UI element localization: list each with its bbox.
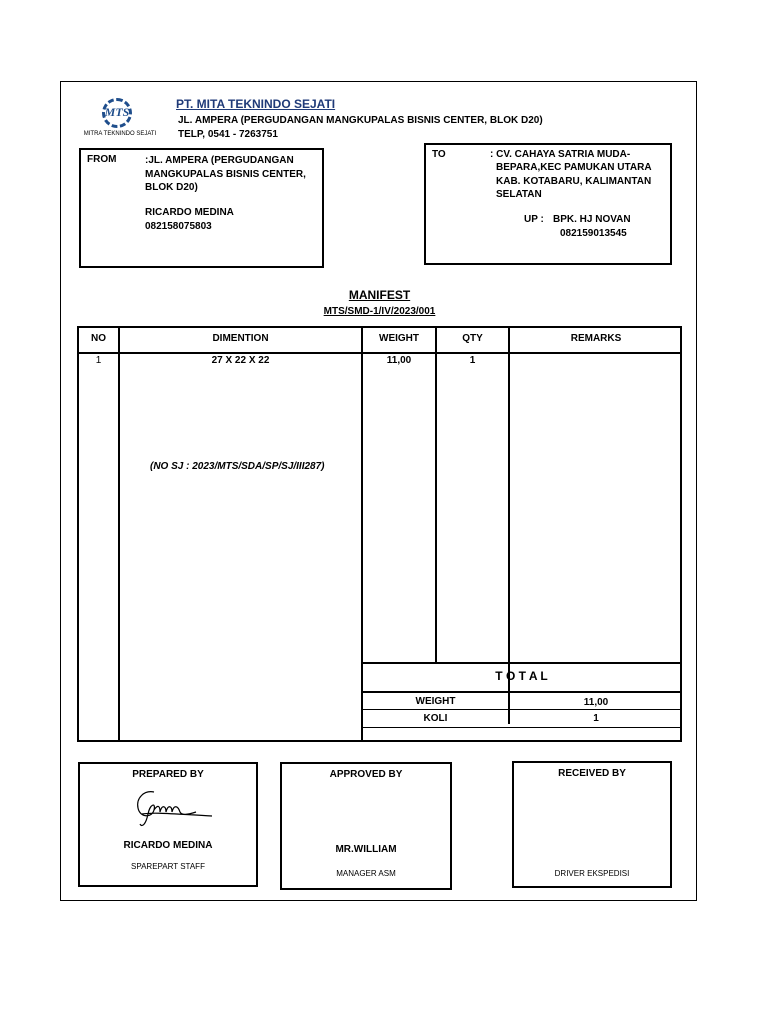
total-weight-value: 11,00 bbox=[583, 697, 609, 708]
header-weight: WEIGHT bbox=[379, 333, 419, 344]
received-by-title: RECEIVED BY bbox=[558, 768, 626, 779]
manifest-page bbox=[60, 81, 697, 901]
received-by-box bbox=[512, 761, 672, 888]
to-address-line: BEPARA,KEC PAMUKAN UTARA bbox=[496, 162, 652, 173]
from-address bbox=[145, 154, 306, 195]
to-address bbox=[496, 161, 671, 202]
header-no: NO bbox=[91, 333, 106, 344]
total-label: T O T A L bbox=[495, 669, 548, 683]
from-address-line: MANGKUPALAS BISNIS CENTER, bbox=[145, 168, 306, 180]
from-contact-name: RICARDO MEDINA bbox=[145, 207, 234, 218]
prepared-by-box bbox=[78, 762, 258, 887]
header-qty: QTY bbox=[462, 333, 483, 344]
delivery-note: (NO SJ : 2023/MTS/SDA/SP/SJ/III287) bbox=[150, 461, 325, 472]
manifest-number: MTS/SMD-1/IV/2023/001 bbox=[323, 306, 436, 317]
approved-by-box bbox=[280, 762, 452, 890]
manifest-title: MANIFEST bbox=[348, 288, 411, 302]
column-divider bbox=[508, 326, 510, 724]
to-address-line: : CV. CAHAYA SATRIA MUDA- bbox=[490, 149, 631, 160]
to-up-label: UP : bbox=[524, 214, 544, 225]
approved-by-name: MR.WILLIAM bbox=[335, 844, 397, 855]
total-weight-label: WEIGHT bbox=[415, 696, 456, 707]
total-row-line bbox=[361, 709, 682, 710]
from-contact-phone: 082158075803 bbox=[145, 221, 212, 232]
to-label: TO bbox=[432, 149, 446, 160]
from-address-line: BLOK D20) bbox=[145, 182, 198, 193]
table-header-divider bbox=[77, 352, 682, 354]
total-row-line bbox=[361, 727, 682, 728]
total-top-line bbox=[361, 662, 682, 664]
logo-caption: MITRA TEKNINDO SEJATI bbox=[83, 131, 157, 137]
approved-by-role: MANAGER ASM bbox=[336, 869, 396, 878]
company-logo bbox=[80, 98, 160, 140]
logo-text: MTS bbox=[104, 105, 130, 119]
total-divider bbox=[361, 691, 682, 693]
prepared-by-name: RICARDO MEDINA bbox=[123, 840, 213, 851]
company-name: PT. MITA TEKNINDO SEJATI bbox=[176, 97, 336, 111]
from-label: FROM bbox=[87, 154, 117, 165]
to-up-name: BPK. HJ NOVAN bbox=[553, 214, 631, 225]
header-dimension: DIMENTION bbox=[212, 333, 269, 344]
column-divider bbox=[118, 326, 120, 742]
to-address-line: SELATAN bbox=[496, 189, 542, 200]
to-up-phone: 082159013545 bbox=[560, 228, 627, 239]
column-divider bbox=[435, 326, 437, 662]
signature-image bbox=[124, 784, 214, 829]
total-koli-value: 1 bbox=[593, 713, 599, 724]
from-address-line: :JL. AMPERA (PERGUDANGAN bbox=[145, 155, 294, 166]
received-by-role: DRIVER EKSPEDISI bbox=[554, 869, 630, 878]
row-qty: 1 bbox=[469, 355, 476, 366]
column-divider bbox=[361, 326, 363, 662]
company-address: JL. AMPERA (PERGUDANGAN MANGKUPALAS BISNIS CENTER, BLOK D20) bbox=[178, 115, 543, 126]
to-box bbox=[424, 143, 672, 265]
row-no: 1 bbox=[95, 355, 102, 366]
from-box bbox=[79, 148, 324, 268]
company-phone: TELP, 0541 - 7263751 bbox=[178, 129, 278, 140]
prepared-by-title: PREPARED BY bbox=[132, 769, 204, 780]
total-koli-label: KOLI bbox=[423, 713, 448, 724]
approved-by-title: APPROVED BY bbox=[329, 769, 403, 780]
row-weight: 11,00 bbox=[386, 355, 412, 366]
prepared-by-role: SPAREPART STAFF bbox=[131, 862, 205, 871]
to-address-line: KAB. KOTABARU, KALIMANTAN bbox=[496, 175, 652, 187]
header-remarks: REMARKS bbox=[570, 333, 622, 344]
row-dimension: 27 X 22 X 22 bbox=[211, 355, 270, 366]
